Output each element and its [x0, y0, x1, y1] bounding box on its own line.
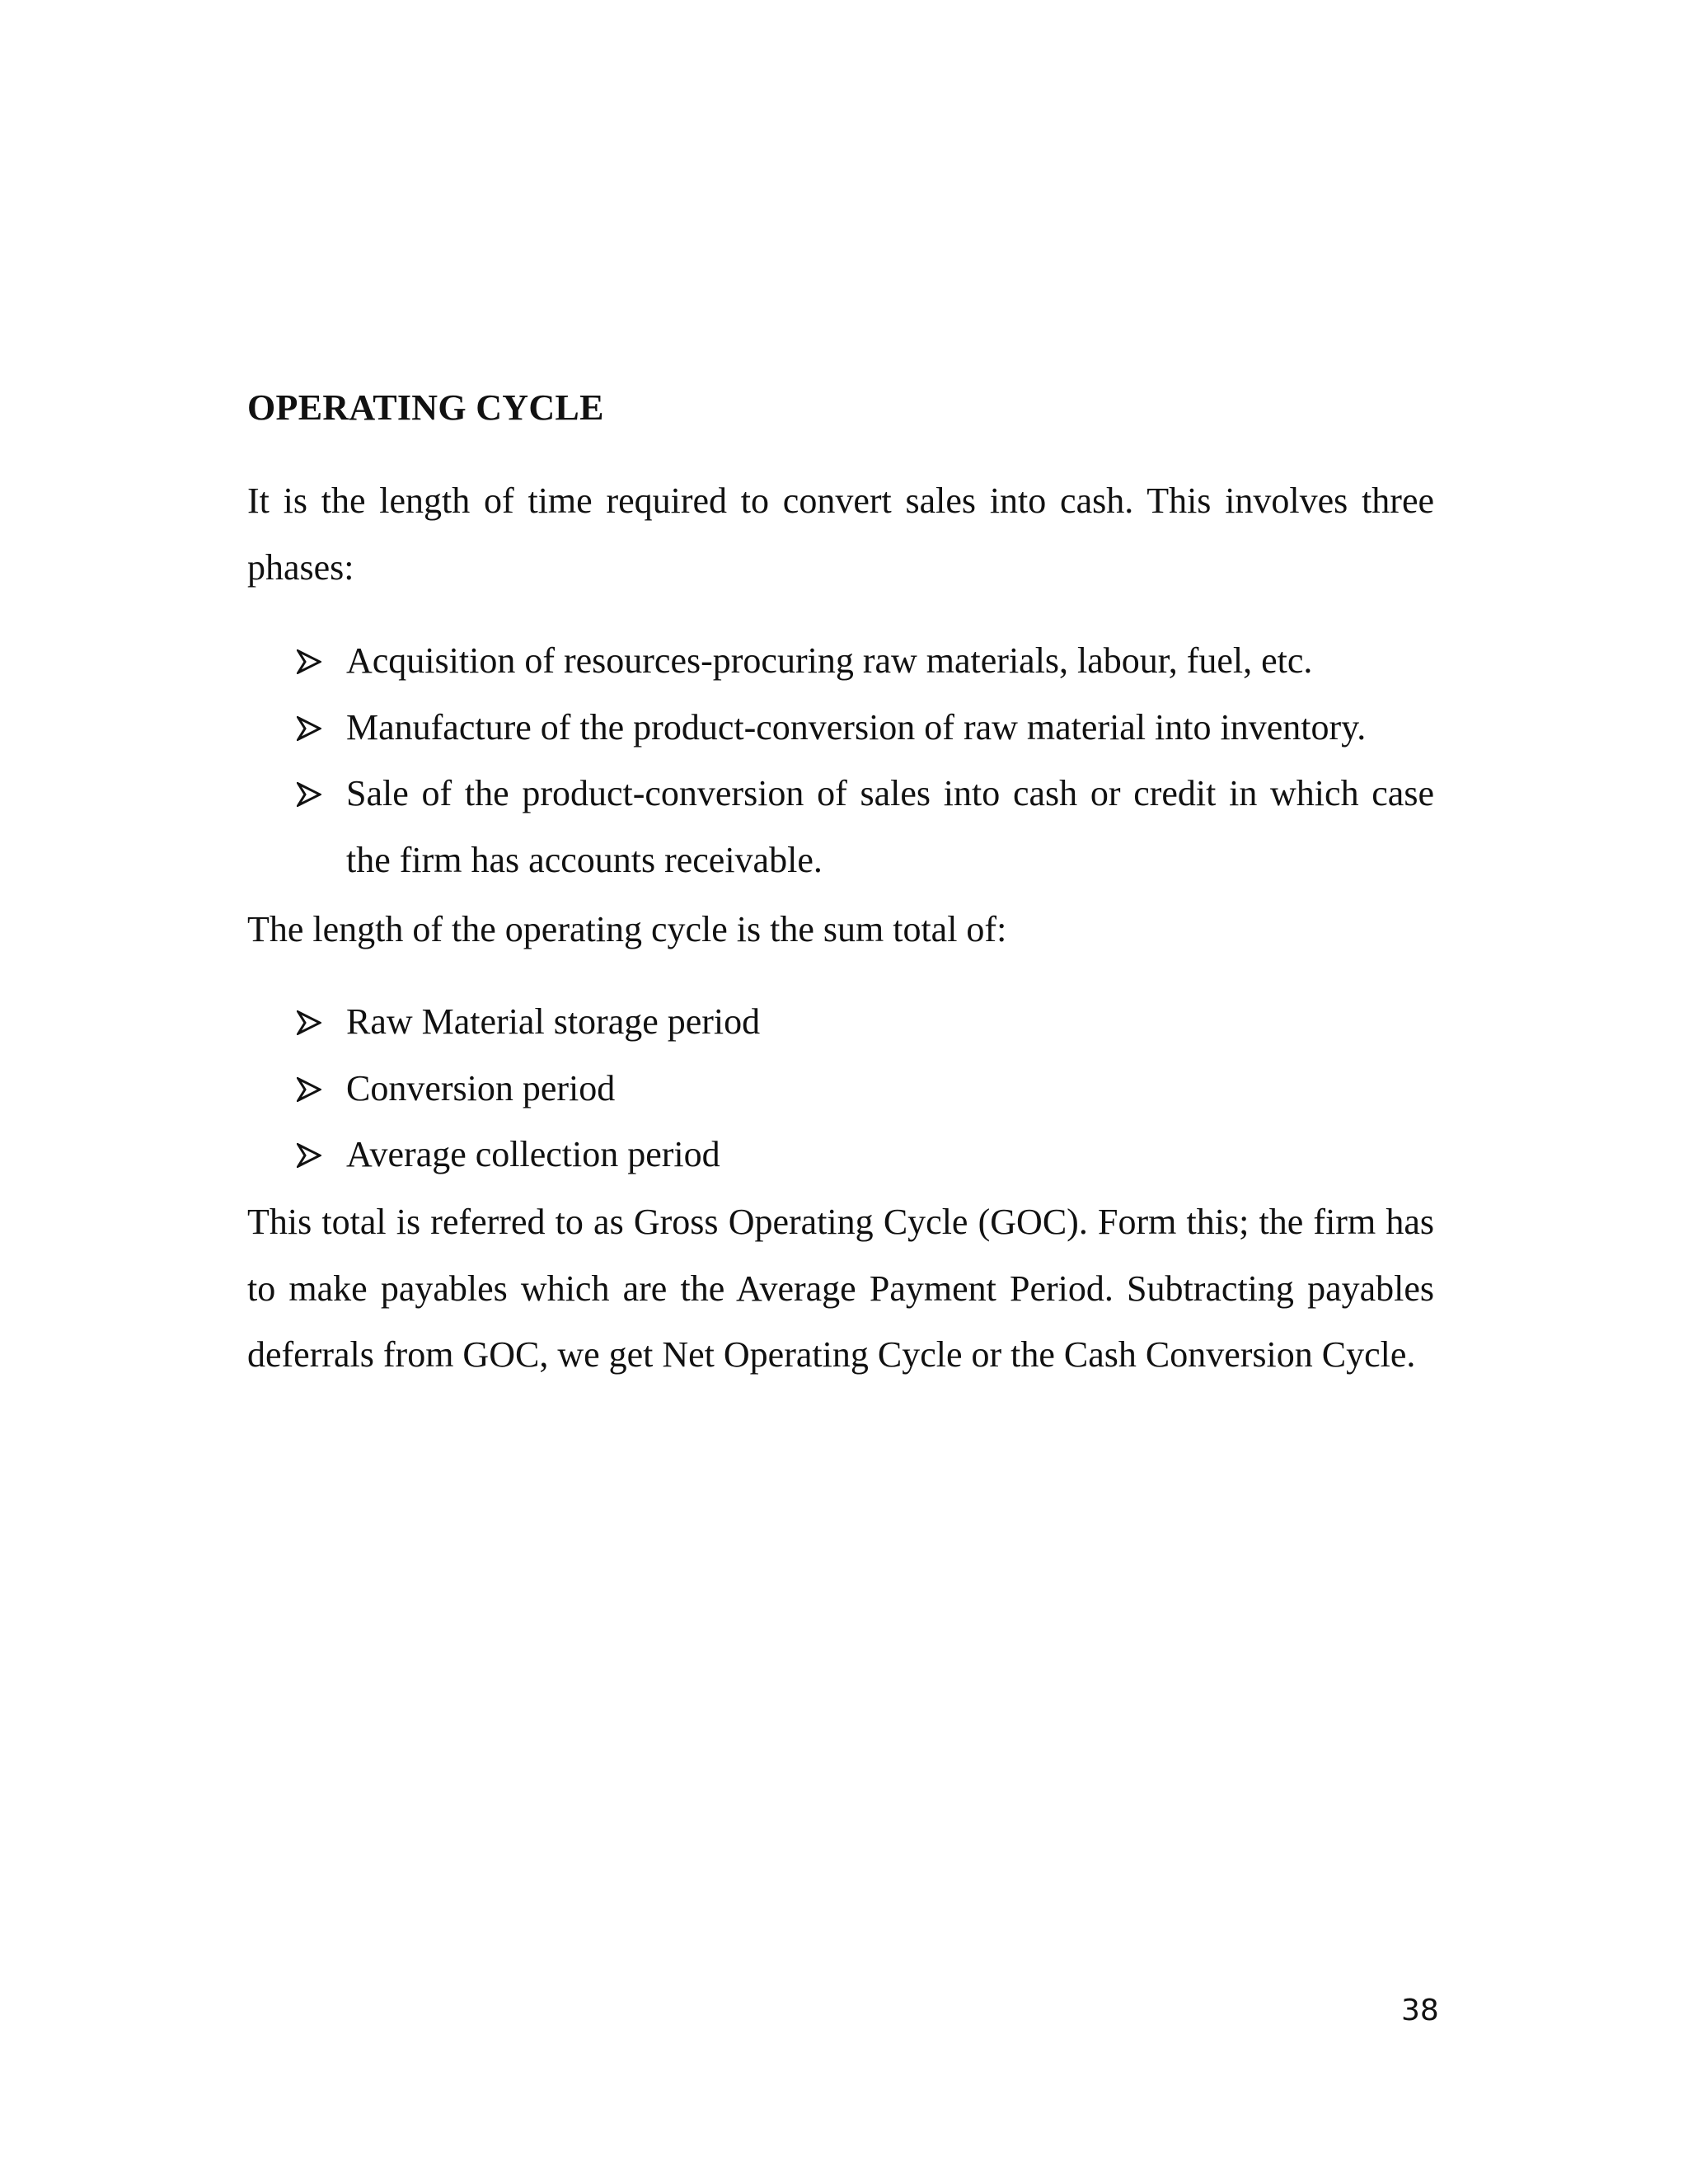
- page-number: 38: [1401, 1994, 1439, 2027]
- arrowhead-bullet-icon: [297, 1010, 321, 1035]
- list-item-text: Conversion period: [346, 1067, 616, 1108]
- list-item: [297, 1056, 1434, 1122]
- document-page: [247, 0, 1439, 2184]
- list-item-text: Average collection period: [346, 1134, 720, 1175]
- arrowhead-bullet-icon: [297, 649, 321, 674]
- arrowhead-bullet-icon: [297, 782, 321, 807]
- components-list: [297, 989, 1434, 1188]
- list-item-text: Manufacture of the product-conversion of raw material into inventory.: [346, 706, 1367, 748]
- list-item: [297, 1122, 1434, 1188]
- closing-paragraph: This total is referred to as Gross Operating Cycle (GOC). Form this; the firm has to make payables which are the Average Payment Period. Subtracting payables deferrals from GOC, we get Net Operating Cycle or the Cash Conversion Cycle.: [247, 1202, 1434, 1376]
- list-item-text: Acquisition of resources-procuring raw materials, labour, fuel, etc.: [346, 640, 1313, 681]
- list-item-text: Sale of the product-conversion of sales into cash or credit in which case the firm has accounts receivable.: [346, 773, 1434, 880]
- arrowhead-bullet-icon: [297, 1077, 321, 1102]
- list-item: [297, 761, 1434, 893]
- section-heading: OPERATING CYCLE: [247, 387, 604, 428]
- phases-list: [297, 628, 1434, 893]
- list-item: [297, 628, 1434, 695]
- arrowhead-bullet-icon: [297, 1143, 321, 1168]
- list-item: [297, 989, 1434, 1056]
- arrowhead-bullet-icon: [297, 716, 321, 741]
- list-item-text: Raw Material storage period: [346, 1001, 761, 1042]
- intro-paragraph: It is the length of time required to convert sales into cash. This involves three phases:: [247, 480, 1434, 588]
- list-item: [297, 695, 1434, 762]
- sum-total-paragraph: The length of the operating cycle is the sum total of:: [247, 909, 1007, 949]
